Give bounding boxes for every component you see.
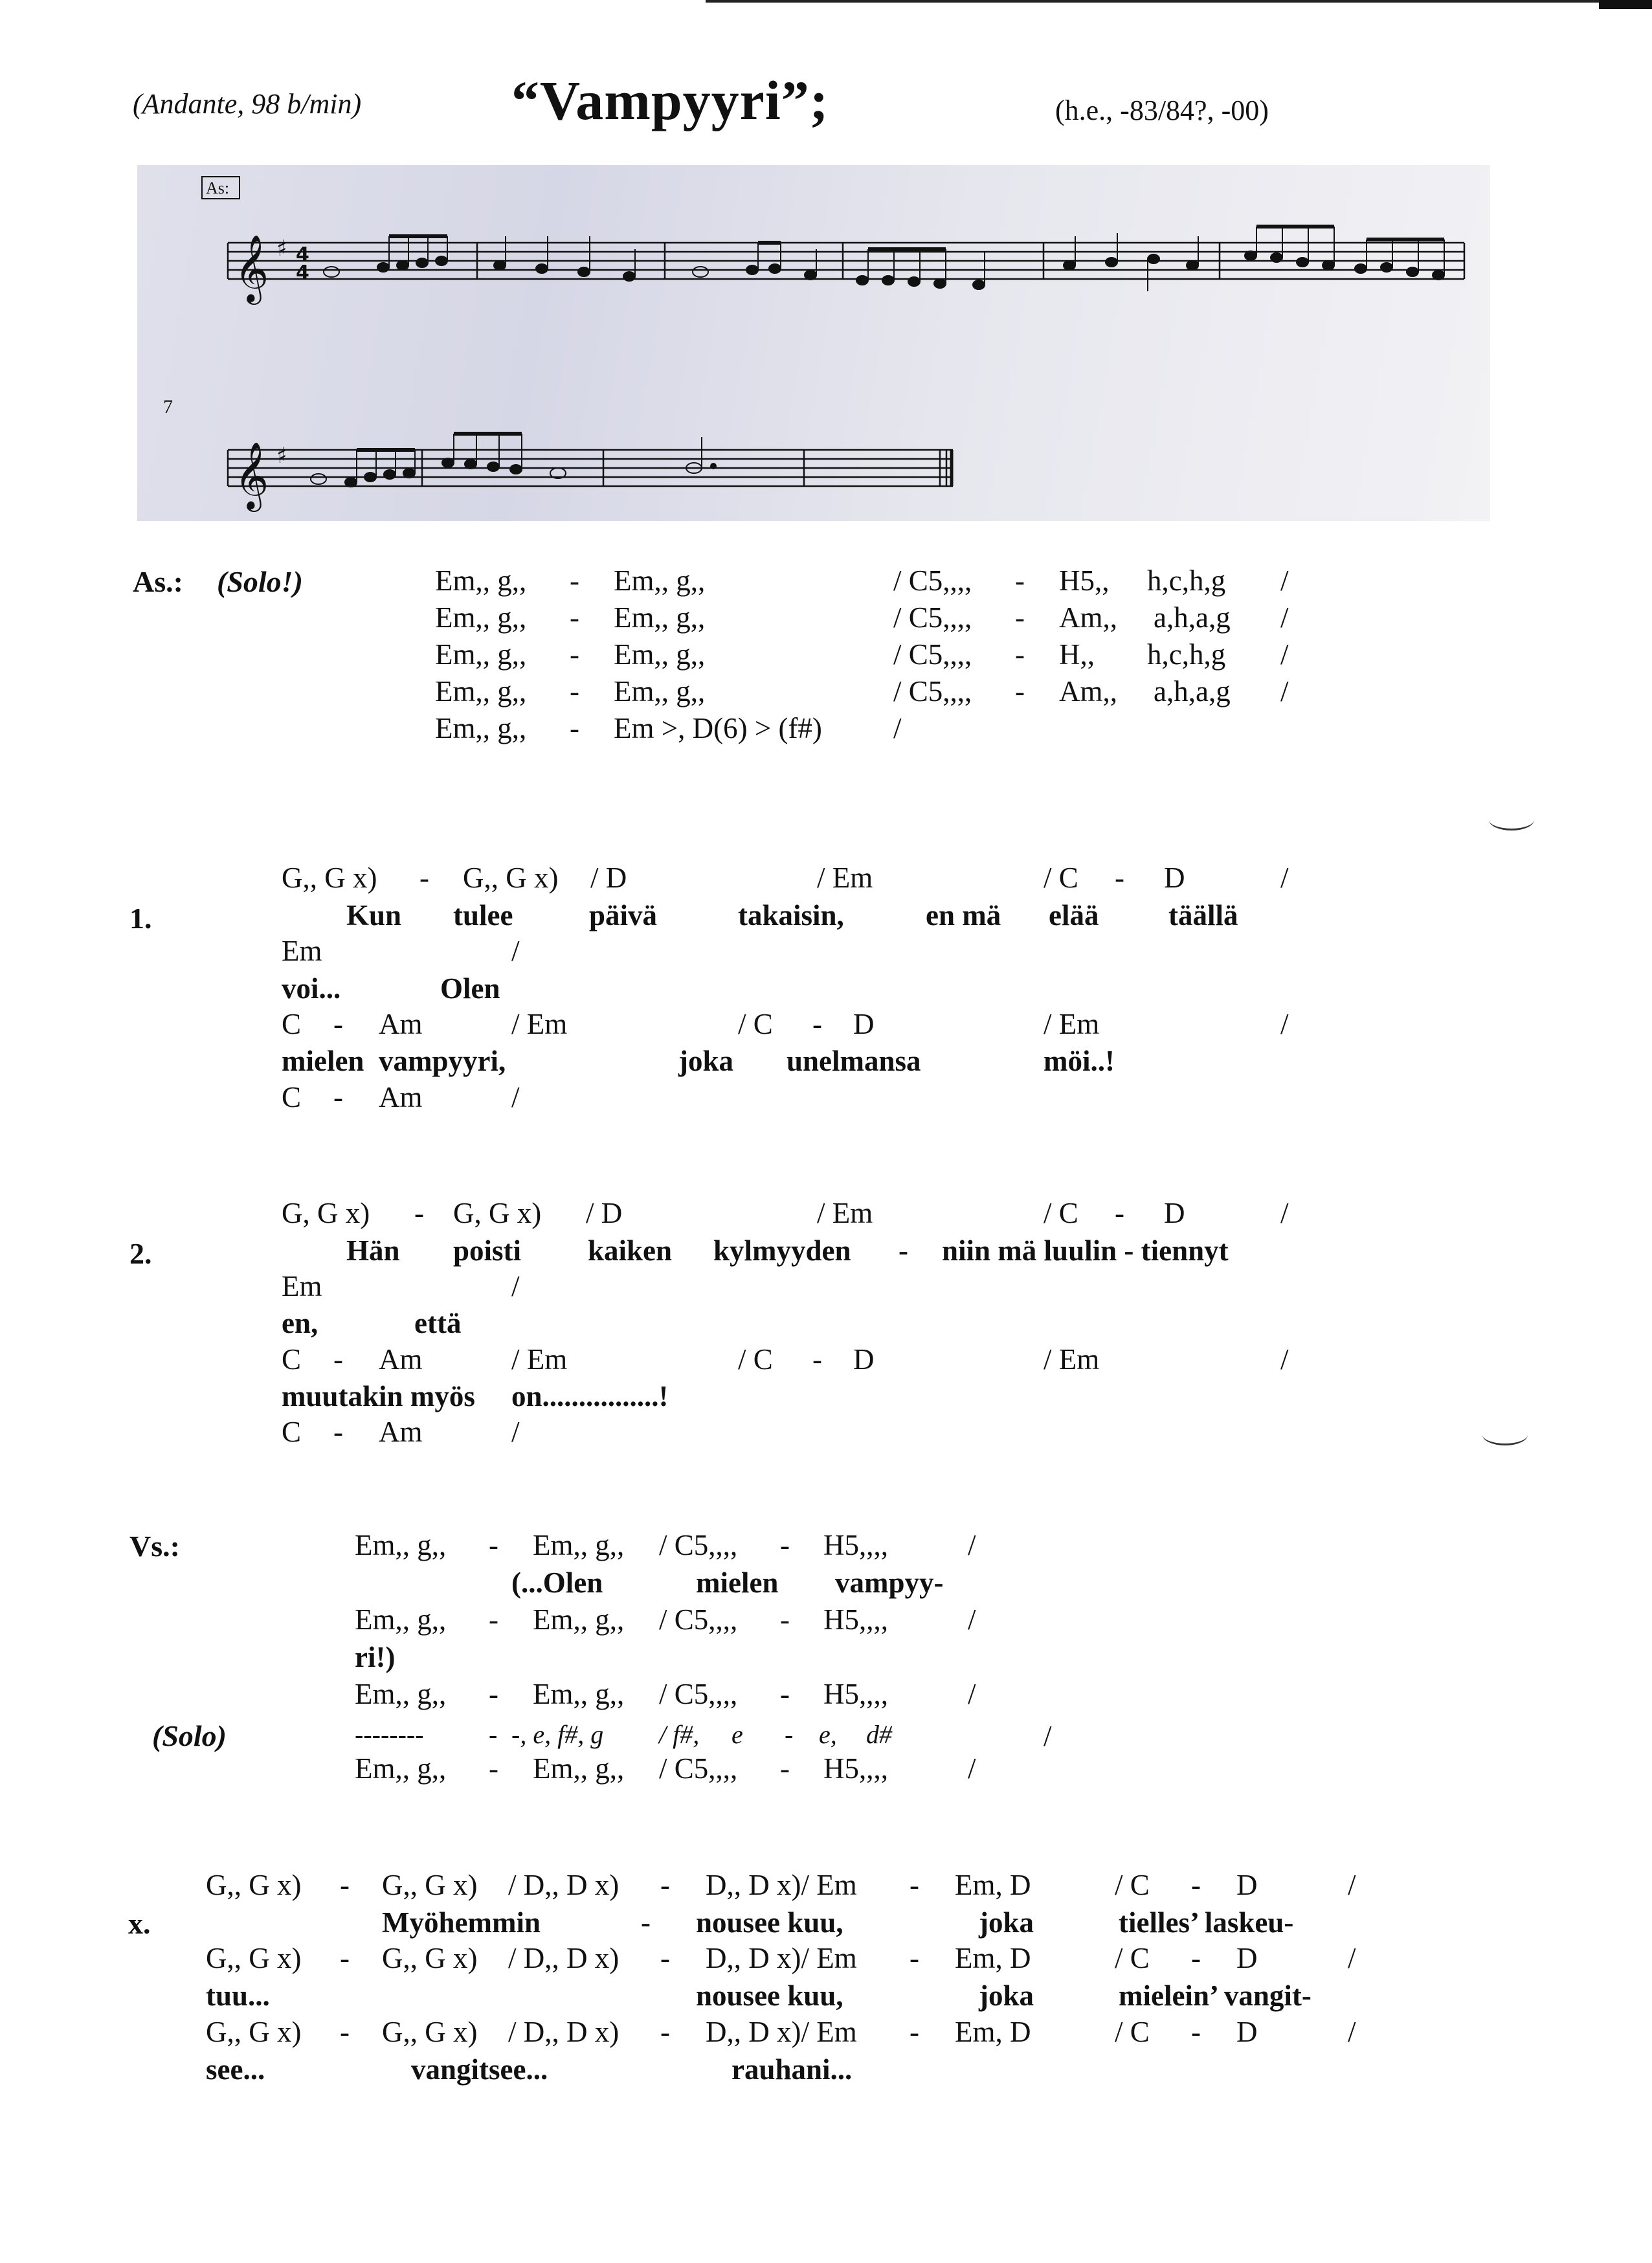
tempo-marking: (Andante, 98 b/min) — [133, 88, 362, 120]
bar-slash: / — [1280, 564, 1289, 597]
bar-slash: / — [1280, 638, 1289, 671]
svg-text:4: 4 — [296, 243, 309, 266]
chord: Em,, g,, — [435, 712, 527, 744]
chord: H,, — [1059, 638, 1095, 671]
bar-slash: / — [968, 1529, 976, 1561]
margin-mark — [1482, 1424, 1528, 1445]
chord-dash: - — [1115, 862, 1124, 894]
chord-dash: - — [419, 862, 429, 894]
chord-dash: - — [812, 1343, 822, 1376]
chord: G, G x) — [282, 1197, 370, 1229]
bar-slash: / — [1348, 2016, 1356, 2048]
chord: Em,, g,, — [355, 1529, 447, 1561]
chord-dash: - — [780, 1752, 790, 1785]
lyric: nousee kuu, — [696, 1906, 843, 1939]
chord-dash: - — [1015, 675, 1025, 708]
lyric: vangitsee... — [411, 2053, 548, 2086]
chord-dash: - — [570, 601, 579, 634]
chord: Em — [282, 935, 322, 967]
bar-slash: / — [968, 1678, 976, 1710]
chord: D,, D x)/ Em — [706, 1869, 857, 1901]
lyric: elää — [1049, 899, 1099, 931]
lyric: tulee — [453, 899, 513, 931]
chord: / C — [1115, 2016, 1150, 2048]
sheet-music-staves — [137, 165, 1490, 521]
chord: Em,, g,, — [355, 1678, 447, 1710]
lyric: tuu... — [206, 1979, 270, 2012]
bar-slash: / — [893, 712, 902, 744]
svg-text:4: 4 — [296, 262, 309, 284]
chord: G,, G x) — [463, 862, 559, 894]
chord: Em,, g,, — [533, 1678, 625, 1710]
chord-dash: - — [1115, 1197, 1124, 1229]
chord-dash: - — [570, 638, 579, 671]
chord-dash: - — [780, 1603, 790, 1636]
chord: H5,, — [1059, 564, 1110, 597]
bar-slash: / — [511, 1416, 520, 1448]
solo-note: -, e, f#, g — [511, 1720, 604, 1749]
corner-mark — [1599, 0, 1652, 9]
chord: Em,, g,, — [533, 1603, 625, 1636]
chord: / D — [590, 862, 627, 894]
chord: Em,, g,, — [614, 638, 706, 671]
lyric: Hän — [346, 1234, 400, 1267]
chord: Em,, g,, — [435, 675, 527, 708]
lyric: joka — [979, 1906, 1034, 1939]
bar-slash: / — [1280, 1008, 1289, 1040]
chord: G, G x) — [453, 1197, 542, 1229]
chord-dash: - — [340, 1942, 350, 1974]
lyric: - — [641, 1906, 651, 1939]
chord: / C5,,,, — [893, 675, 972, 708]
chord: / C5,,,, — [659, 1603, 738, 1636]
chord-dash: - — [910, 1869, 919, 1901]
chord: Em, D — [955, 2016, 1031, 2048]
lyric: en mä — [926, 899, 1001, 931]
chord: C — [282, 1008, 302, 1040]
chord-dash: - — [489, 1678, 498, 1710]
solo-note: e — [731, 1720, 743, 1749]
solo-note: e, — [819, 1720, 837, 1749]
lyric: mielen — [696, 1566, 779, 1599]
solo-notes: a,h,a,g — [1154, 675, 1231, 708]
lyric: tielles’ laskeu- — [1119, 1906, 1294, 1939]
chord: / C5,,,, — [893, 638, 972, 671]
chord-dash: - — [660, 1869, 670, 1901]
chord: Am — [379, 1081, 423, 1113]
song-title: “Vampyyri”; — [511, 69, 829, 131]
chord: / Em — [817, 862, 873, 894]
lyric: mielen — [282, 1045, 364, 1077]
chord: Em,, g,, — [435, 601, 527, 634]
chord: H5,,,, — [823, 1529, 888, 1561]
chord: / D,, D x) — [508, 1869, 620, 1901]
chord: / C5,,,, — [659, 1529, 738, 1561]
section-label-verse1: 1. — [129, 902, 152, 935]
chord: D — [853, 1008, 875, 1040]
lyric: ri!) — [355, 1641, 396, 1673]
treble-clef-icon: 𝄞 — [234, 234, 269, 302]
solo-notes: a,h,a,g — [1154, 601, 1231, 634]
chord: Em,, g,, — [435, 638, 527, 671]
bar-slash: / — [1280, 1343, 1289, 1376]
chord-dash: - — [333, 1343, 343, 1376]
lyric: en, — [282, 1307, 318, 1339]
chord: Em — [282, 1270, 322, 1302]
chord: Em, D — [955, 1942, 1031, 1974]
solo-note: d# — [866, 1720, 892, 1749]
staff-label: As: — [206, 179, 230, 197]
chord-dash: - — [570, 675, 579, 708]
intro-solo-label: (Solo!) — [217, 565, 303, 598]
section-label-interlude: Vs.: — [129, 1530, 180, 1563]
song-meta: (h.e., -83/84?, -00) — [1055, 95, 1269, 126]
bar-slash: / — [511, 1081, 520, 1113]
chord: / D,, D x) — [508, 2016, 620, 2048]
lyric: mielein’ vangit- — [1119, 1979, 1312, 2012]
chord: Am,, — [1059, 675, 1117, 708]
chord-dash: - — [780, 1529, 790, 1561]
chord: / C5,,,, — [893, 564, 972, 597]
chord: D,, D x)/ Em — [706, 1942, 857, 1974]
chord-dash: - — [333, 1416, 343, 1448]
chord: D — [1164, 862, 1185, 894]
bar-slash: / — [1348, 1942, 1356, 1974]
chord: Em,, g,, — [614, 564, 706, 597]
chord-dash: - — [489, 1603, 498, 1636]
chord: / C5,,,, — [893, 601, 972, 634]
bar-slash: / — [1280, 1197, 1289, 1229]
chord-dash: - — [570, 564, 579, 597]
chord: / C — [738, 1343, 773, 1376]
sharp-icon: ♯ — [276, 236, 287, 262]
chord: / Em — [1044, 1008, 1100, 1040]
chord-dash: - — [1191, 1942, 1201, 1974]
chord: / C5,,,, — [659, 1752, 738, 1785]
solo-notes: h,c,h,g — [1147, 638, 1226, 671]
solo-note: - — [785, 1720, 794, 1749]
chord-dash: - — [333, 1081, 343, 1113]
lyric: - — [899, 1234, 908, 1267]
chord: / Em — [511, 1343, 568, 1376]
chord: / Em — [1044, 1343, 1100, 1376]
chord: C — [282, 1416, 302, 1448]
chord-dash: - — [570, 712, 579, 744]
chord: H5,,,, — [823, 1603, 888, 1636]
chord: Am — [379, 1008, 423, 1040]
bar-slash: / — [1280, 675, 1289, 708]
chord: Em,, g,, — [533, 1752, 625, 1785]
top-border-line — [706, 0, 1652, 3]
interlude-solo-label: (Solo) — [152, 1719, 227, 1752]
solo-notes: h,c,h,g — [1147, 564, 1226, 597]
chord: G,, G x) — [382, 1869, 478, 1901]
chord: Em >, D(6) > (f#) — [614, 712, 822, 744]
chord: G,, G x) — [282, 862, 377, 894]
chord: Em, D — [955, 1869, 1031, 1901]
lyric: täällä — [1168, 899, 1238, 931]
bar-slash: / — [1280, 601, 1289, 634]
bar-slash: / — [1348, 1869, 1356, 1901]
chord: C — [282, 1343, 302, 1376]
lyric: (...Olen — [511, 1566, 603, 1599]
chord: C — [282, 1081, 302, 1113]
lyric: niin mä luulin - tiennyt — [942, 1234, 1229, 1267]
lyric: joka — [678, 1045, 734, 1077]
chord: D — [1236, 2016, 1258, 2048]
chord-dash: - — [1015, 601, 1025, 634]
chord: G,, G x) — [382, 1942, 478, 1974]
section-label-intro: As.: — [133, 565, 183, 598]
chord: / C — [1115, 1942, 1150, 1974]
lyric: Olen — [440, 972, 500, 1005]
section-label-verse2: 2. — [129, 1237, 152, 1270]
chord-dash: - — [414, 1197, 424, 1229]
chord: Am,, — [1059, 601, 1117, 634]
chord-dash: - — [1191, 1869, 1201, 1901]
chord-dash: - — [340, 2016, 350, 2048]
chord: Am — [379, 1343, 423, 1376]
lyric: unelmansa — [787, 1045, 921, 1077]
chord: G,, G x) — [382, 2016, 478, 2048]
chord: / D — [586, 1197, 623, 1229]
lyric: vampyy- — [835, 1566, 944, 1599]
sharp-icon: ♯ — [276, 443, 287, 469]
lyric: on................! — [511, 1380, 669, 1412]
chord-dash: - — [340, 1869, 350, 1901]
lyric: kylmyyden — [713, 1234, 851, 1267]
chord: D — [1236, 1869, 1258, 1901]
solo-note: - — [489, 1720, 498, 1749]
solo-note: -------- — [355, 1720, 424, 1749]
chord: / D,, D x) — [508, 1942, 620, 1974]
chord: / Em — [817, 1197, 873, 1229]
bar-slash: / — [968, 1603, 976, 1636]
chord: Em,, g,, — [533, 1529, 625, 1561]
chord: G,, G x) — [206, 2016, 302, 2048]
lyric: poisti — [453, 1234, 522, 1267]
chord: / C — [1115, 1869, 1150, 1901]
lyric: muutakin myös — [282, 1380, 475, 1412]
chord: G,, G x) — [206, 1942, 302, 1974]
lyric: rauhani... — [731, 2053, 853, 2086]
bar-slash: / — [511, 935, 520, 967]
chord: / C — [738, 1008, 773, 1040]
chord: / C — [1044, 862, 1078, 894]
chord: / C5,,,, — [659, 1678, 738, 1710]
chord-dash: - — [1191, 2016, 1201, 2048]
chord: D — [1164, 1197, 1185, 1229]
lyric: kaiken — [588, 1234, 673, 1267]
lyric: nousee kuu, — [696, 1979, 843, 2012]
chord: Em,, g,, — [355, 1752, 447, 1785]
chord: / Em — [511, 1008, 568, 1040]
solo-note: / f#, — [659, 1720, 700, 1749]
treble-clef-icon: 𝄞 — [234, 441, 269, 509]
lyric: vampyyri, — [379, 1045, 506, 1077]
bar-slash: / — [511, 1270, 520, 1302]
chord-dash: - — [910, 1942, 919, 1974]
lyric: takaisin, — [738, 899, 844, 931]
lyric: Kun — [346, 899, 402, 931]
chord-dash: - — [660, 1942, 670, 1974]
chord: H5,,,, — [823, 1752, 888, 1785]
chord: D — [853, 1343, 875, 1376]
chord-dash: - — [780, 1678, 790, 1710]
chord-dash: - — [333, 1008, 343, 1040]
chord: Em,, g,, — [435, 564, 527, 597]
chord-dash: - — [910, 2016, 919, 2048]
chord: G,, G x) — [206, 1869, 302, 1901]
margin-mark — [1489, 809, 1534, 831]
chord: Em,, g,, — [614, 601, 706, 634]
chord-dash: - — [1015, 638, 1025, 671]
chord: Em,, g,, — [614, 675, 706, 708]
chord: D — [1236, 1942, 1258, 1974]
chord: Am — [379, 1416, 423, 1448]
chord: H5,,,, — [823, 1678, 888, 1710]
lyric: voi... — [282, 972, 341, 1005]
chord-dash: - — [660, 2016, 670, 2048]
chord-dash: - — [1015, 564, 1025, 597]
chord-dash: - — [489, 1752, 498, 1785]
bar-slash: / — [1280, 862, 1289, 894]
measure-number: 7 — [163, 396, 173, 418]
chord-dash: - — [489, 1529, 498, 1561]
lyric: Myöhemmin — [382, 1906, 541, 1939]
bar-slash: / — [1044, 1720, 1052, 1752]
lyric: päivä — [589, 899, 658, 931]
section-label-chorus: x. — [128, 1907, 151, 1940]
bar-slash: / — [968, 1752, 976, 1785]
chord-dash: - — [812, 1008, 822, 1040]
lyric: että — [414, 1307, 462, 1339]
lyric: joka — [979, 1979, 1034, 2012]
chord: Em,, g,, — [355, 1603, 447, 1636]
chord: / C — [1044, 1197, 1078, 1229]
chord: D,, D x)/ Em — [706, 2016, 857, 2048]
lyric: möi..! — [1044, 1045, 1115, 1077]
lyric: see... — [206, 2053, 265, 2086]
